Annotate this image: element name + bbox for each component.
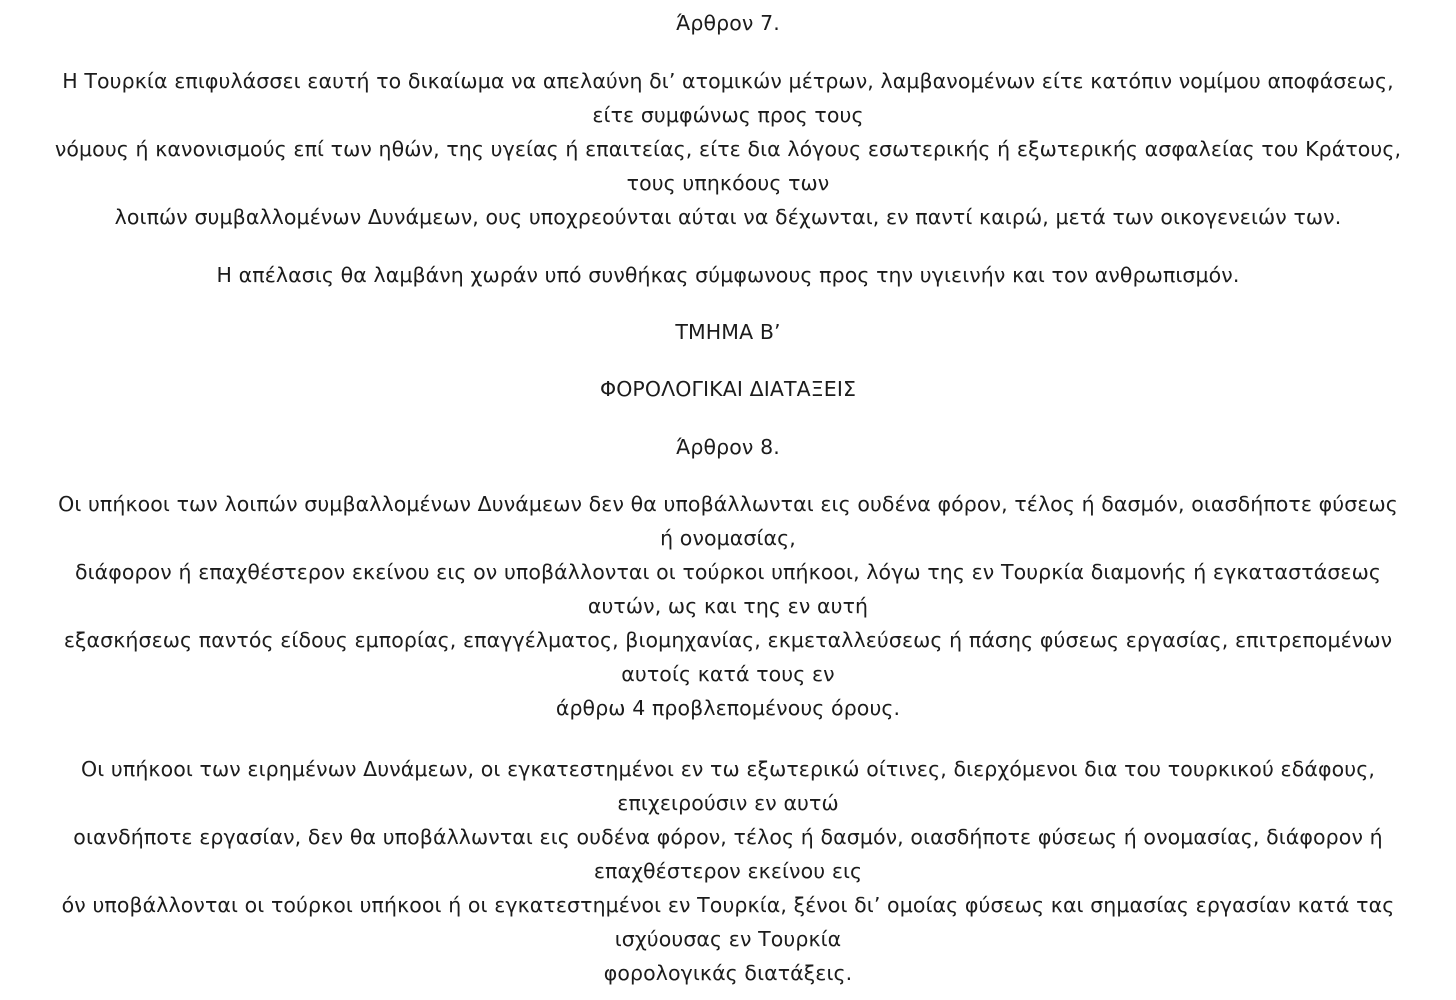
paragraph-line: Η απέλασις θα λαμβάνη χωράν υπό συνθήκας σύμφωνους προς την υγιεινήν και τον ανθρωπισμόν. xyxy=(216,263,1240,287)
paragraph-line: νόμους ή κανονισμούς επί των ηθών, της υγείας ή επαιτείας, είτε δια λόγους εσωτερικής ή εξωτερικής ασφαλείας του Κράτους, xyxy=(54,137,1402,161)
paragraph-line: είτε συμφώνως προς τους xyxy=(592,103,864,127)
paragraph-line: Η Τουρκία επιφυλάσσει εαυτή το δικαίωμα να απελαύνη δι’ ατομικών μέτρων, λαμβανομένων είτε κατόπιν νομίμου αποφάσεως, xyxy=(62,69,1394,93)
paragraph-line: Οι υπήκοοι των λοιπών συμβαλλομένων Δυνάμεων δεν θα υποβάλλωνται εις ουδένα φόρον, τέλος ή δασμόν, οιασδήποτε φύσεως xyxy=(58,492,1398,516)
paragraph-line: τους υπηκόους των xyxy=(626,171,830,195)
paragraph-line: επιχειρούσιν εν αυτώ xyxy=(617,791,839,815)
article-7-paragraph-1 xyxy=(10,64,1446,234)
paragraph-line: ισχύουσας εν Τουρκία xyxy=(614,927,842,951)
article-7-paragraph-2 xyxy=(10,258,1446,292)
paragraph-line: επαχθέστερον εκείνου εις xyxy=(593,859,863,883)
paragraph-line: ή ονομασίας, xyxy=(660,526,796,550)
article-8-heading xyxy=(10,430,1446,464)
section-title xyxy=(10,372,1446,406)
heading-text: Άρθρον 8. xyxy=(676,435,780,459)
paragraph-line: λοιπών συμβαλλομένων Δυνάμεων, ους υποχρεούνται αύται να δέχωνται, εν παντί καιρώ, μετά των οικογενειών των. xyxy=(114,205,1342,229)
article-8-paragraph-1 xyxy=(10,487,1446,725)
paragraph-line: φορολογικάς διατάξεις. xyxy=(603,961,853,985)
paragraph-line: Οι υπήκοοι των ειρημένων Δυνάμεων, οι εγκατεστημένοι εν τω εξωτερικώ οίτινες, διερχόμενοι δια του τουρκικού εδάφους, xyxy=(81,757,1375,781)
paragraph-line: οιανδήποτε εργασίαν, δεν θα υποβάλλωνται εις ουδένα φόρον, τέλος ή δασμόν, οιασδήποτε φύσεως ή ονομασίας, διάφορον ή xyxy=(73,825,1383,849)
article-7-heading xyxy=(10,6,1446,40)
heading-text: Άρθρον 7. xyxy=(676,11,780,35)
heading-text: ΤΜΗΜΑ Β’ xyxy=(675,320,781,344)
paragraph-line: εξασκήσεως παντός είδους εμπορίας, επαγγέλματος, βιομηχανίας, εκμεταλλεύσεως ή πάσης φύσεως εργασίας, επιτρεπομένων xyxy=(63,628,1393,652)
paragraph-line: άρθρω 4 προβλεπομένους όρους. xyxy=(555,696,901,720)
paragraph-line: αυτοίς κατά τους εν xyxy=(621,662,835,686)
paragraph-line: διάφορον ή επαχθέστερον εκείνου εις ον υποβάλλονται οι τούρκοι υπήκοοι, λόγω της εν Τουρκία διαμονής ή εγκαταστάσεως xyxy=(75,560,1381,584)
heading-text: ΦΟΡΟΛΟΓΙΚΑΙ ΔΙΑΤΑΞΕΙΣ xyxy=(599,377,857,401)
paragraph-line: όν υποβάλλονται οι τούρκοι υπήκοοι ή οι εγκατεστημένοι εν Τουρκία, ξένοι δι’ ομοίας φύσεως και σημασίας εργασίαν κατά τας xyxy=(61,893,1395,917)
article-8-paragraph-2 xyxy=(10,752,1446,990)
paragraph-line: αυτών, ως και της εν αυτή xyxy=(587,594,869,618)
section-heading xyxy=(10,315,1446,349)
